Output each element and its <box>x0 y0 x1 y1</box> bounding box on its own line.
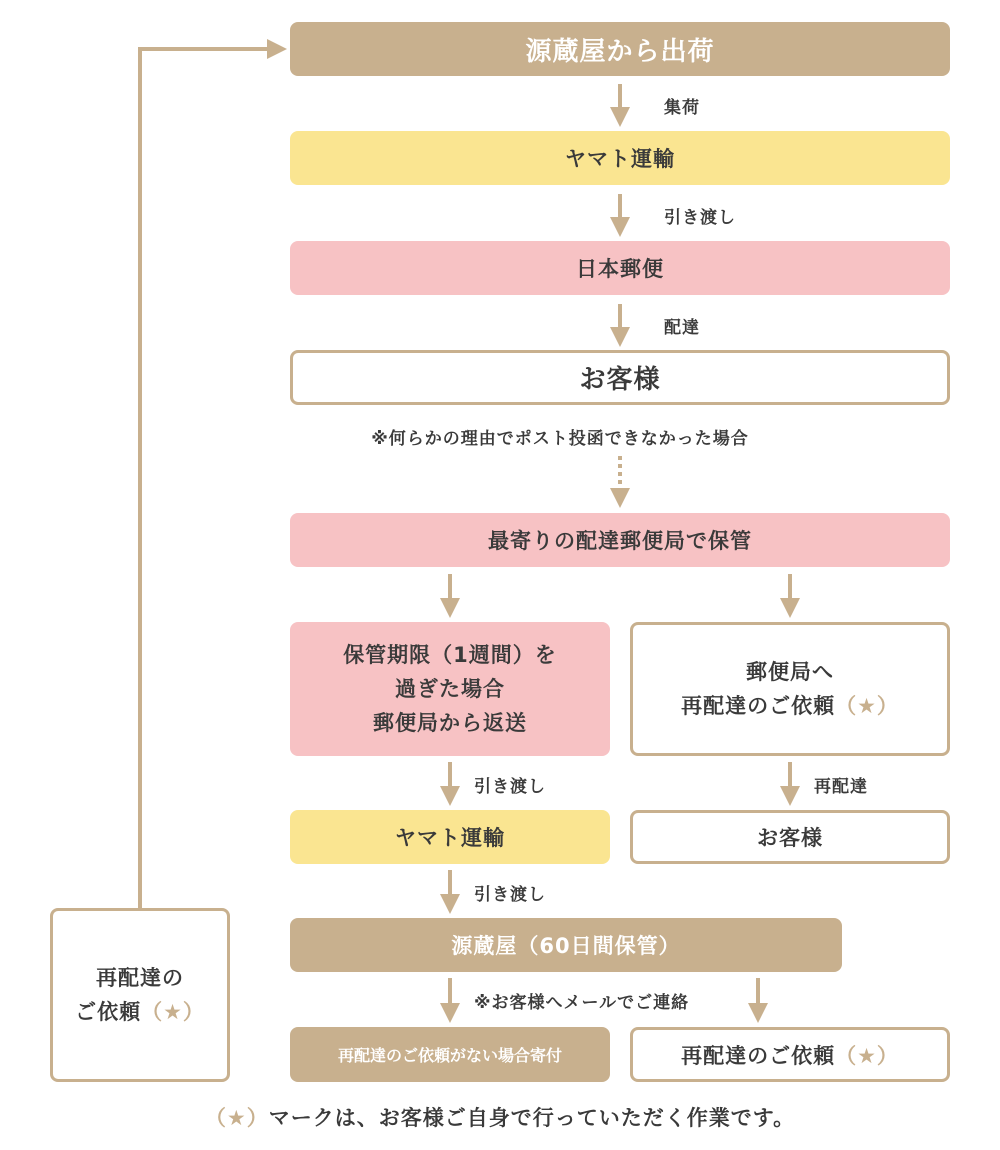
node-expire-return <box>290 622 610 756</box>
star-mark: （★） <box>835 1043 899 1068</box>
node-expire-line-1: 保管期限（1週間）を <box>343 643 557 667</box>
node-genzouya-storage: 源蔵屋（60日間保管） <box>290 918 842 972</box>
node-side-line-2 <box>75 995 205 1029</box>
node-redeliver-request-post <box>630 622 950 756</box>
label-redeliver: 再配達 <box>814 777 868 797</box>
footnote-star-mark: （★） <box>204 1106 269 1130</box>
node-side-line-2-text: ご依頼 <box>75 1000 142 1024</box>
node-redeliver-line-2 <box>681 689 899 723</box>
node-expire-line-3: 郵便局から返送 <box>373 711 527 735</box>
node-store-post-office: 最寄りの配達郵便局で保管 <box>290 513 950 567</box>
label-collect: 集荷 <box>664 98 700 118</box>
node-ship: 源蔵屋から出荷 <box>290 22 950 76</box>
node-donate: 再配達のご依頼がない場合寄付 <box>290 1027 610 1082</box>
label-handover-3: 引き渡し <box>474 885 546 905</box>
node-side-redeliver-request <box>50 908 230 1082</box>
node-customer-1: お客様 <box>290 350 950 405</box>
node-customer-2: お客様 <box>630 810 950 864</box>
star-mark: （★） <box>835 694 899 718</box>
arrow-loop-back <box>140 49 277 908</box>
node-yamato-2: ヤマト運輸 <box>290 810 610 864</box>
node-request-text: 再配達のご依頼 <box>681 1043 836 1068</box>
node-redeliver-line-1: 郵便局へ <box>746 660 834 684</box>
label-not-delivered-note: ※何らかの理由でポスト投函できなかった場合 <box>371 429 749 449</box>
label-deliver: 配達 <box>664 318 700 338</box>
label-handover-2: 引き渡し <box>474 777 546 797</box>
node-expire-line-2: 過ぎた場合 <box>395 677 505 701</box>
label-mail-notice: ※お客様へメールでご連絡 <box>474 993 690 1013</box>
footnote <box>0 1102 1000 1132</box>
star-mark: （★） <box>141 1000 205 1024</box>
node-yamato-1: ヤマト運輸 <box>290 131 950 185</box>
node-japan-post: 日本郵便 <box>290 241 950 295</box>
node-redeliver-request <box>630 1027 950 1082</box>
label-handover-1: 引き渡し <box>664 208 736 228</box>
footnote-text: マークは、お客様ご自身で行っていただく作業です。 <box>268 1106 796 1130</box>
node-side-line-1: 再配達の <box>96 966 184 990</box>
node-redeliver-line-2-text: 再配達のご依頼 <box>681 694 836 718</box>
